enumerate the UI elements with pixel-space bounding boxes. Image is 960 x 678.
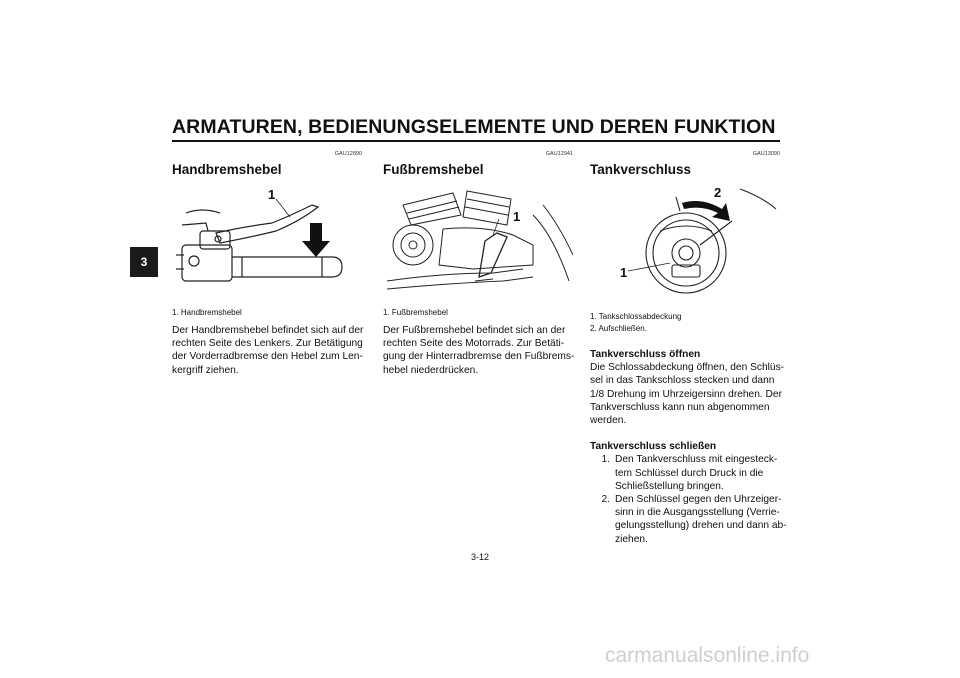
figure-caption: 1. Handbremshebel (172, 308, 242, 317)
list-item: 2. Den Schlüssel gegen den Uhrzeiger- sinn in die Ausgangsstellung (Verrie- gelungsstellung) drehen und dann ab- ziehen. (601, 494, 787, 545)
figure-caption: 1. Tankschlossabdeckung 2. Aufschließen. (590, 312, 682, 333)
figure-callout: 1 (513, 209, 521, 224)
figure-callout-2: 2 (714, 185, 722, 200)
page-title: ARMATUREN, BEDIENUNGSELEMENTE UND DEREN FUNKTION (172, 116, 776, 138)
section-tank-cap (590, 150, 787, 546)
section-title: Tankverschluss (590, 162, 692, 177)
section-title: Handbremshebel (172, 162, 282, 177)
chapter-tab: 3 (130, 247, 158, 277)
section-body: Der Fußbremshebel befindet sich an der rechten Seite des Motorrads. Zur Betäti- gung der Hinterradbremse den Fußbrems- hebel niederdrücken. (383, 325, 575, 376)
subsection-title-open: Tankverschluss öffnen (590, 349, 701, 360)
section-code: GAU12941 (545, 151, 573, 157)
section-body: Der Handbremshebel befindet sich auf der rechten Seite des Lenkers. Zur Betätigung der Vorderradbremse den Hebel zum Len- kergriff ziehen. (172, 325, 364, 376)
figure-callout-1: 1 (620, 265, 628, 280)
figure-caption: 1. Fußbremshebel (383, 308, 448, 317)
section-title: Fußbremshebel (383, 162, 484, 177)
figure-callout: 1 (268, 187, 276, 202)
page-number: 3-12 (470, 552, 489, 562)
subsection-title-close: Tankverschluss schließen (590, 441, 717, 453)
foot-brake-lever-illustration (383, 185, 573, 297)
close-steps-list (590, 453, 787, 545)
section-code: GAU13090 (752, 151, 780, 157)
section-foot-brake (383, 150, 573, 377)
fuel-tank-cap-illustration (590, 185, 780, 301)
subsection-body-open: Die Schlossabdeckung öffnen, den Schlüs- sel in das Tankschloss stecken und dann 1/8 Drehung im Uhrzeigersinn drehen. Der Tankverschluss kann nun abgenommen werden. (590, 362, 785, 427)
title-rule (172, 140, 780, 142)
hand-brake-lever-illustration (172, 185, 362, 297)
watermark: carmanualsonline.info (605, 644, 810, 667)
section-hand-brake (172, 150, 362, 377)
section-code: GAU12890 (334, 151, 362, 157)
list-item: 1. Den Tankverschluss mit eingesteck- tem Schlüssel durch Druck in die Schließstellung bringen. (601, 454, 778, 492)
